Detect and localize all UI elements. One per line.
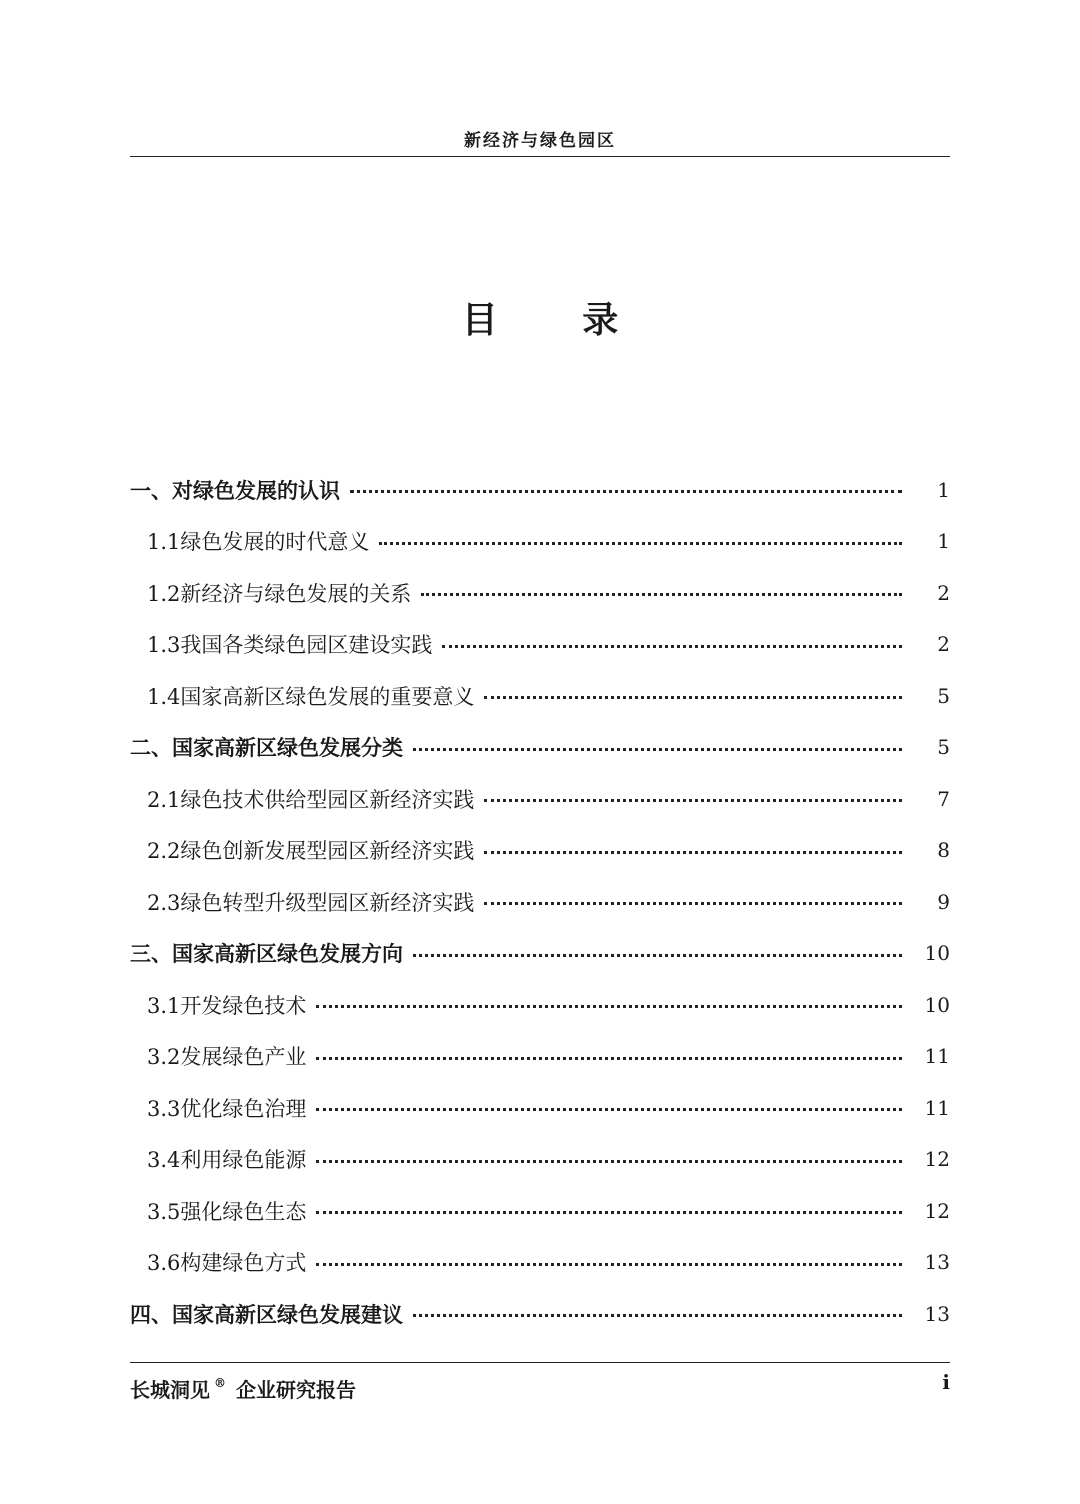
toc-entry-section-1-2[interactable] — [130, 567, 950, 619]
toc-entry-section-3-1[interactable] — [130, 979, 950, 1031]
toc-entry-page: 2 — [937, 632, 950, 657]
toc-entry-chapter-1[interactable] — [130, 464, 950, 516]
toc-entry-section-3-4[interactable] — [130, 1134, 950, 1186]
toc-entry-page: 11 — [924, 1044, 950, 1069]
dot-leader — [484, 799, 902, 802]
toc-entry-section-1-3[interactable] — [130, 619, 950, 671]
toc-entry-chapter-3[interactable] — [130, 928, 950, 980]
toc-entry-chapter-4[interactable] — [130, 1288, 950, 1340]
toc-entry-label: 2.3绿色转型升级型园区新经济实践 — [147, 890, 475, 915]
toc-entry-label: 3.5强化绿色生态 — [147, 1199, 307, 1224]
toc-entry-label: 3.3优化绿色治理 — [147, 1096, 307, 1121]
toc-entry-section-2-2[interactable] — [130, 825, 950, 877]
toc-list — [130, 464, 950, 1340]
footer-branding — [130, 1374, 356, 1403]
dot-leader — [484, 902, 902, 905]
toc-entry-page: 5 — [937, 735, 950, 760]
toc-entry-label: 1.1绿色发展的时代意义 — [147, 530, 370, 555]
page-number: i — [942, 1370, 950, 1394]
dot-leader — [316, 1160, 902, 1163]
toc-entry-label: 1.2新经济与绿色发展的关系 — [147, 581, 412, 606]
dot-leader — [484, 696, 902, 699]
dot-leader — [413, 1314, 902, 1317]
dot-leader — [413, 748, 902, 751]
toc-entry-page: 8 — [937, 838, 950, 863]
toc-entry-page: 10 — [924, 941, 950, 966]
toc-entry-page: 5 — [937, 683, 950, 708]
toc-entry-page: 1 — [937, 477, 950, 502]
dot-leader — [442, 645, 902, 648]
toc-entry-page: 12 — [924, 1147, 950, 1172]
header-rule — [130, 156, 950, 157]
dot-leader — [316, 1263, 902, 1266]
toc-entry-page: 12 — [924, 1198, 950, 1223]
toc-entry-label: 二、国家高新区绿色发展分类 — [130, 735, 403, 761]
toc-entry-label: 2.1绿色技术供给型园区新经济实践 — [147, 787, 475, 812]
toc-entry-label: 1.3我国各类绿色园区建设实践 — [147, 633, 433, 658]
footer-brand: 长城洞见 — [130, 1378, 210, 1402]
running-header: 新经济与绿色园区 — [464, 131, 616, 151]
toc-entry-section-1-1[interactable] — [130, 516, 950, 568]
toc-entry-page: 2 — [937, 580, 950, 605]
dot-leader — [421, 593, 902, 596]
toc-entry-section-3-3[interactable] — [130, 1082, 950, 1134]
toc-entry-label: 3.6构建绿色方式 — [147, 1251, 307, 1276]
dot-leader — [316, 1211, 902, 1214]
toc-entry-label: 1.4国家高新区绿色发展的重要意义 — [147, 684, 475, 709]
dot-leader — [316, 1005, 902, 1008]
toc-entry-page: 10 — [924, 992, 950, 1017]
toc-entry-section-3-5[interactable] — [130, 1185, 950, 1237]
dot-leader — [316, 1057, 902, 1060]
footer-report-type: 企业研究报告 — [236, 1378, 356, 1402]
dot-leader — [484, 851, 902, 854]
toc-entry-section-2-3[interactable] — [130, 876, 950, 928]
toc-entry-page: 11 — [924, 1095, 950, 1120]
toc-entry-page: 9 — [937, 889, 950, 914]
dot-leader — [350, 490, 902, 493]
toc-entry-page: 13 — [924, 1250, 950, 1275]
registered-mark-icon: ® — [214, 1376, 226, 1390]
toc-entry-label: 四、国家高新区绿色发展建议 — [130, 1301, 403, 1327]
toc-entry-page: 1 — [937, 529, 950, 554]
toc-title: 目 录 — [461, 299, 655, 341]
toc-entry-page: 7 — [937, 786, 950, 811]
footer-rule — [130, 1362, 950, 1363]
toc-entry-chapter-2[interactable] — [130, 722, 950, 774]
dot-leader — [379, 542, 902, 545]
toc-entry-section-3-2[interactable] — [130, 1031, 950, 1083]
toc-entry-section-2-1[interactable] — [130, 773, 950, 825]
toc-entry-label: 2.2绿色创新发展型园区新经济实践 — [147, 839, 475, 864]
dot-leader — [316, 1108, 902, 1111]
toc-entry-label: 三、国家高新区绿色发展方向 — [130, 941, 403, 967]
dot-leader — [413, 954, 902, 957]
toc-entry-section-3-6[interactable] — [130, 1237, 950, 1289]
toc-entry-label: 3.2发展绿色产业 — [147, 1045, 307, 1070]
toc-entry-label: 3.1开发绿色技术 — [147, 993, 307, 1018]
toc-entry-page: 13 — [924, 1301, 950, 1326]
toc-entry-label: 一、对绿色发展的认识 — [130, 477, 340, 503]
toc-entry-label: 3.4利用绿色能源 — [147, 1148, 307, 1173]
toc-entry-section-1-4[interactable] — [130, 670, 950, 722]
